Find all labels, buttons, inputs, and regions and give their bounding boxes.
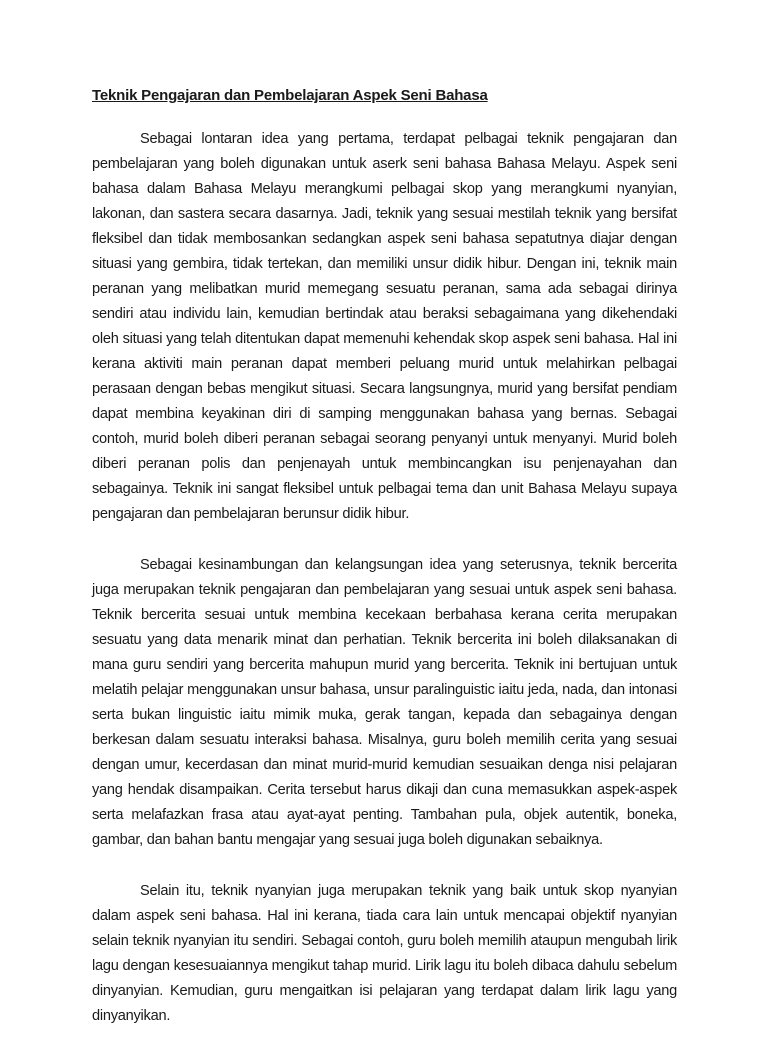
paragraph: [92, 879, 677, 1029]
text-line: yang hendak disampaikan. Cerita tersebut harus dikaji dan cuna memasukkan aspek-aspek: [92, 782, 677, 798]
text-line: Sebagai kesinambungan dan kelangsungan idea yang seterusnya, teknik bercerita: [140, 557, 677, 573]
text-line: dinyanyikan.: [92, 1008, 171, 1024]
text-line: dinyanyian. Kemudian, guru mengaitkan isi pelajaran yang terdapat dalam lirik lagu yang: [92, 983, 677, 999]
text-line: bahasa dalam Bahasa Melayu merangkumi pelbagai skop yang merangkumi nyanyian,: [92, 181, 677, 197]
text-line: serta melafazkan frasa atau ayat-ayat penting. Tambahan pula, objek autentik, boneka,: [92, 807, 677, 823]
text-line: gambar, dan bahan bantu mengajar yang sesuai juga boleh digunakan sebaiknya.: [92, 832, 603, 848]
document-page: [92, 86, 677, 1055]
text-line: dengan umur, kecerdasan dan minat murid-murid kemudian sesuaikan denga nisi pelajaran: [92, 757, 677, 773]
text-line: serta bukan linguistic iaitu mimik muka, gerak tangan, kepada dan sebagainya dengan: [92, 707, 677, 723]
text-line: situasi yang gembira, tidak tertekan, dan memiliki unsur didik hibur. Dengan ini, teknik main: [92, 256, 677, 272]
text-line: oleh situasi yang telah ditentukan dapat memenuhi kehendak skop aspek seni bahasa. Hal ini: [92, 331, 677, 347]
text-line: selain teknik nyanyian itu sendiri. Sebagai contoh, guru boleh memilih ataupun mengubah lirik: [92, 933, 677, 949]
document-title: Teknik Pengajaran dan Pembelajaran Aspek Seni Bahasa: [92, 87, 488, 104]
text-line: melatih pelajar menggunakan unsur bahasa, unsur paralinguistic iaitu jeda, nada, dan intonasi: [92, 682, 677, 698]
text-line: lagu dengan kesesuaiannya mengikut tahap murid. Lirik lagu itu boleh dibaca dahulu sebelum: [92, 958, 677, 974]
paragraph: [92, 553, 677, 853]
text-line: lakonan, dan sastera secara dasarnya. Jadi, teknik yang sesuai mestilah teknik yang bersifat: [92, 206, 677, 222]
text-line: Teknik bercerita sesuai untuk membina kecekaan berbahasa kerana cerita merupakan: [92, 607, 677, 623]
text-line: Selain itu, teknik nyanyian juga merupakan teknik yang baik untuk skop nyanyian: [140, 883, 677, 899]
text-line: perasaan dengan bebas mengikut situasi. Secara langsungnya, murid yang bersifat pendiam: [92, 381, 677, 397]
text-line: berkesan dalam sesuatu interaksi bahasa. Misalnya, guru boleh memilih cerita yang sesuai: [92, 732, 677, 748]
text-line: mana guru sendiri yang bercerita mahupun murid yang bercerita. Teknik ini bertujuan untuk: [92, 657, 677, 673]
text-line: dapat membina keyakinan diri di samping menggunakan bahasa yang bernas. Sebagai: [92, 406, 677, 422]
text-line: pembelajaran yang boleh digunakan untuk aserk seni bahasa Bahasa Melayu. Aspek seni: [92, 156, 677, 172]
text-line: pengajaran dan pembelajaran berunsur didik hibur.: [92, 506, 410, 522]
document-body: [92, 127, 677, 1029]
text-line: contoh, murid boleh diberi peranan sebagai seorang penyanyi untuk menyanyi. Murid boleh: [92, 431, 677, 447]
text-line: dalam aspek seni bahasa. Hal ini kerana, tiada cara lain untuk mencapai objektif nyanyian: [92, 908, 677, 924]
text-line: sebagainya. Teknik ini sangat fleksibel untuk pelbagai tema dan unit Bahasa Melayu supaya: [92, 481, 677, 497]
text-line: juga merupakan teknik pengajaran dan pembelajaran yang sesuai untuk aspek seni bahasa.: [92, 582, 677, 598]
text-line: sendiri atau individu lain, kemudian bertindak atau beraksi sebagaimana yang dikehendaki: [92, 306, 677, 322]
paragraph: [92, 127, 677, 527]
text-line: kerana aktiviti main peranan dapat memberi peluang murid untuk melahirkan pelbagai: [92, 356, 677, 372]
text-line: peranan yang melibatkan murid memegang sesuatu peranan, sama ada sebagai dirinya: [92, 281, 677, 297]
text-line: Sebagai lontaran idea yang pertama, terdapat pelbagai teknik pengajaran dan: [140, 131, 677, 147]
text-line: diberi peranan polis dan penjenayah untuk membincangkan isu penjenayahan dan: [92, 456, 677, 472]
text-line: sesuatu yang data menarik minat dan perhatian. Teknik bercerita ini boleh dilaksanakan di: [92, 632, 677, 648]
text-line: fleksibel dan tidak membosankan sedangkan aspek seni bahasa sepatutnya diajar dengan: [92, 231, 677, 247]
